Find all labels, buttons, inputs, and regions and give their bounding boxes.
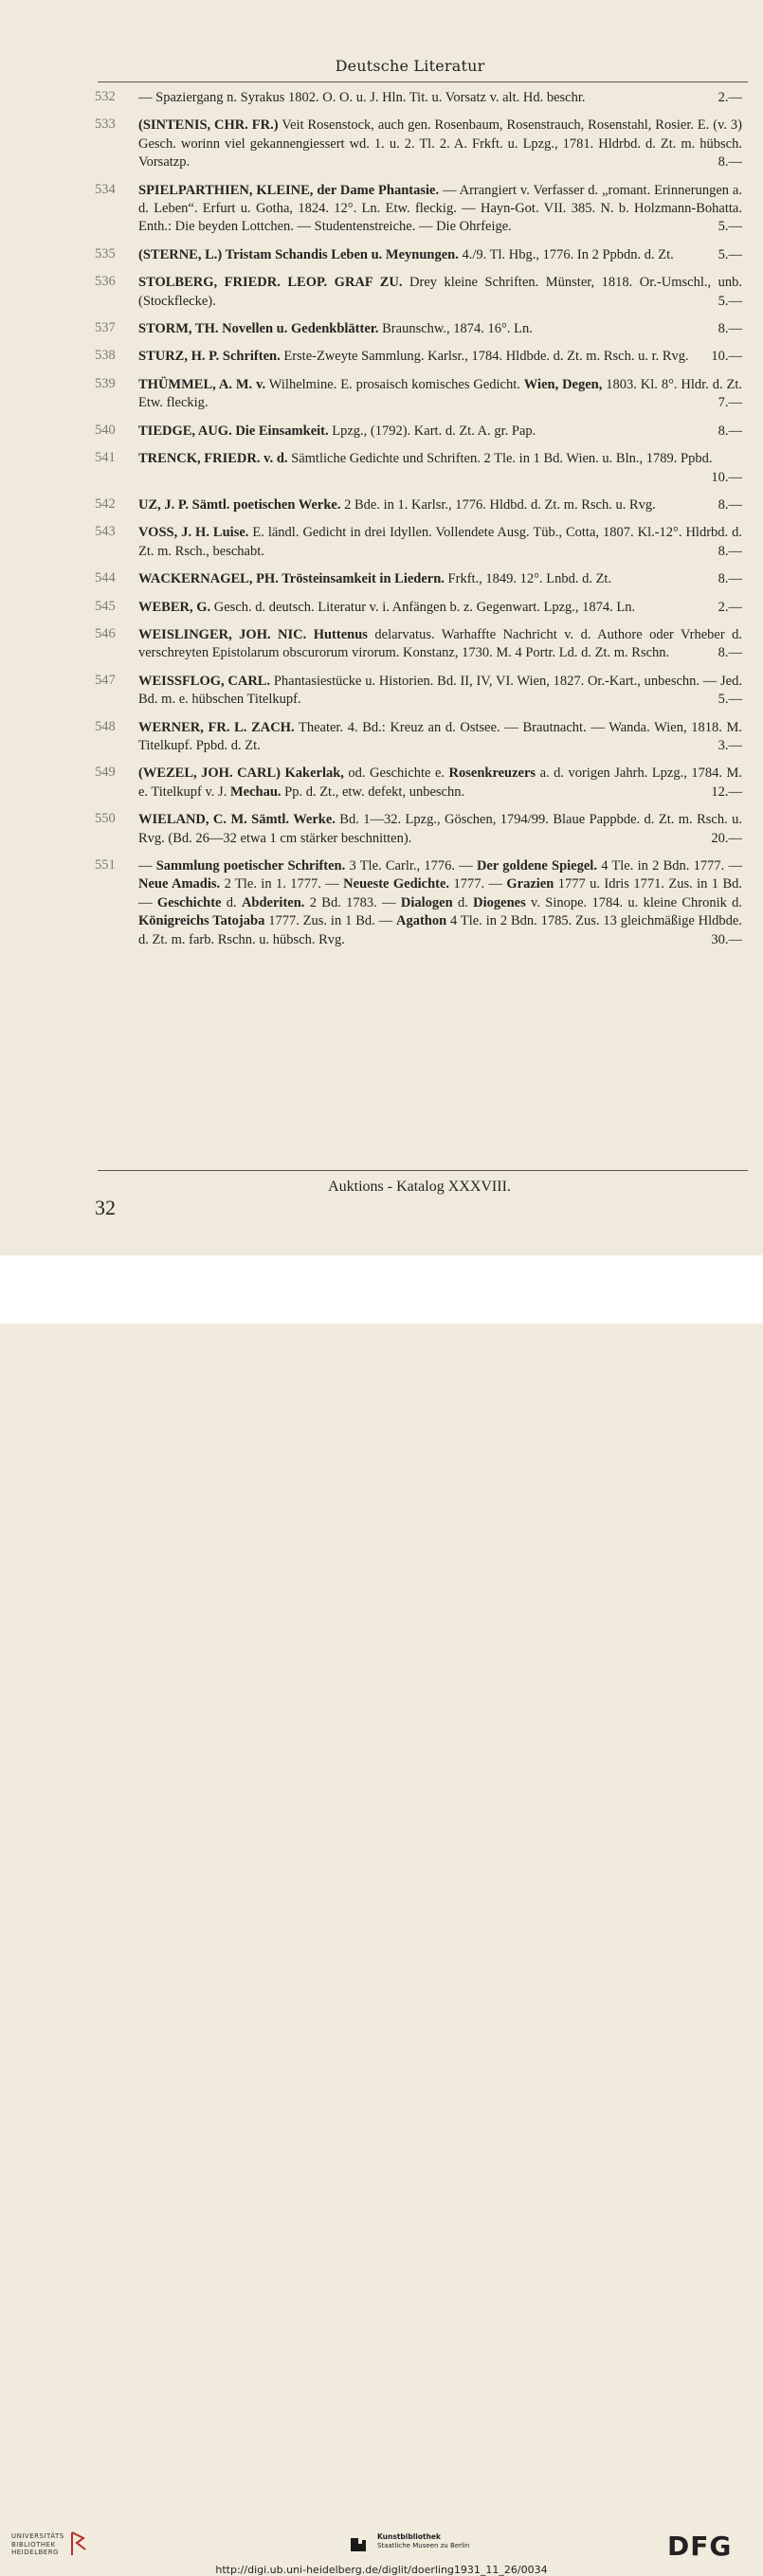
- entry-number: 539: [95, 375, 116, 391]
- entry-number: 533: [95, 117, 116, 133]
- entry-description: [138, 246, 742, 264]
- footer-rule: [98, 1170, 748, 1171]
- entry-text: Erste-Zweyte Sammlung. Karlsr., 1784. Hldbde. d. Zt. m. Rsch. u. r. Rvg.: [280, 349, 689, 365]
- entry-text: Theater. 4. Bd.: Kreuz an d. Ostsee. — Brautnacht. — Wanda. Wien, 1818. M. Titelkupf. Ppbd. d. Zt.: [138, 719, 743, 753]
- entry-text: Braunschw., 1874. 16°. Ln.: [378, 321, 533, 337]
- entry-price: 5.—: [718, 293, 742, 309]
- entry-bold-text: WIELAND, C. M. Sämtl. Werke.: [138, 812, 336, 828]
- entry-bold-text: TIEDGE, AUG. Die Einsamkeit.: [138, 423, 329, 439]
- entry-number: 549: [95, 765, 116, 781]
- entry-bold-text: WERNER, FR. L. ZACH.: [138, 719, 295, 735]
- entry-description: [138, 673, 742, 710]
- entry-price: 8.—: [718, 496, 742, 513]
- entry-text: 1777 u. Idris 1771. Zus. in 1 Bd. —: [138, 876, 742, 910]
- entry-text: Gesch. d. deutsch. Literatur v. i. Anfängen b. z. Gegenwart. Lpzg., 1874. Ln.: [210, 599, 636, 615]
- entry-bold-text: UZ, J. P. Sämtl. poetischen Werke.: [138, 496, 341, 513]
- entry-description: [138, 182, 742, 237]
- header-rule: [98, 81, 748, 82]
- entry-number: 547: [95, 672, 116, 688]
- entry-bold-text: Neue Amadis.: [138, 876, 221, 892]
- entry-description: [138, 811, 742, 848]
- entry-bold-text: STORM, TH. Novellen u. Gedenkblätter.: [138, 321, 379, 337]
- entry-price: 8.—: [718, 154, 742, 171]
- entry-text: d.: [221, 894, 242, 910]
- entry-text: 3 Tle. Carlr., 1776. —: [345, 858, 477, 874]
- catalog-entry: [0, 274, 763, 311]
- entry-description: [138, 857, 742, 949]
- catalog-entry: [0, 348, 763, 366]
- entry-description: [138, 320, 742, 338]
- entry-price: 7.—: [718, 395, 742, 411]
- entry-bold-text: Rosenkreuzers: [448, 766, 536, 782]
- entry-price: 30.—: [711, 931, 742, 947]
- catalog-entry: [0, 496, 763, 514]
- entry-text: 4 Tle. in 2 Bdn. 1777. —: [596, 858, 742, 874]
- entry-text: 1777. Zus. in 1 Bd. —: [264, 913, 396, 929]
- entry-price: 8.—: [718, 645, 742, 661]
- entry-price: 2.—: [718, 599, 742, 615]
- entry-number: 543: [95, 524, 116, 540]
- entry-text: — Arrangiert v. Verfasser d. „romant. Erinnerungen a. d. Leben“. Erfurt u. Gotha, 1824. 12°. Ln. Etw. fleckig. — Hayn-Got. VII. 385. N. b. Holzmann-Bohatta. Enth.: Die beyden Lottchen. — Studentenstreiche. — Die Ohrfeige.: [138, 182, 742, 235]
- kunstbibliothek-logo-icon: [349, 2534, 368, 2553]
- entry-text: Veit Rosenstock, auch gen. Rosenbaum, Rosenstrauch, Rosenstahl, Rosier. E. (v. 3) Gesch. worinn viel gekannengiessert wd. 1. u. 2. Tl. 2. A. Frkft. u. Lpzg., 1781. Hldrbd. d. Zt. m. hübsch. Vorsatzp.: [138, 117, 742, 171]
- entry-text: — Spaziergang n. Syrakus 1802. O. O. u. J. Hln. Tit. u. Vorsatz v. alt. Hd. beschr.: [138, 90, 586, 105]
- entry-bold-text: Sammlung poetischer Schriften.: [155, 858, 346, 874]
- catalog-entry: [0, 450, 763, 487]
- entry-text: v. Sinope. 1784. u. kleine Chronik d.: [525, 894, 743, 910]
- catalog-entry: [0, 599, 763, 617]
- catalog-footer: Auktions - Katalog XXXVIII.: [328, 1179, 511, 1195]
- entry-bold-text: WACKERNAGEL, PH. Trösteinsamkeit in Liedern.: [138, 571, 445, 587]
- kunstbibliothek-title: Kunstbibliothek: [377, 2532, 442, 2541]
- catalog-entry: [0, 89, 763, 107]
- entry-bold-text: STURZ, H. P. Schriften.: [138, 349, 281, 365]
- entry-description: [138, 117, 742, 171]
- catalog-page: [0, 0, 763, 1255]
- catalog-entry: [0, 765, 763, 802]
- kunstbibliothek-label: [377, 2532, 469, 2550]
- entry-price: 8.—: [718, 321, 742, 337]
- entry-text: 4 Tle. in 2 Bdn. 1785. Zus. 13 gleichmäßige Hldbde. d. Zt. m. farb. Rschn. u. hübsch. Rvg.: [138, 913, 742, 947]
- entry-number: 538: [95, 348, 116, 364]
- entry-text: Lpzg., (1792). Kart. d. Zt. A. gr. Pap.: [328, 423, 536, 439]
- entry-number: 545: [95, 598, 116, 614]
- entry-price: 8.—: [718, 423, 742, 439]
- university-logo-icon: [69, 2531, 88, 2557]
- entry-description: [138, 524, 742, 561]
- entry-bold-text: Königreichs Tatojaba: [138, 913, 265, 929]
- catalog-entry: [0, 811, 763, 848]
- catalog-entry: [0, 570, 763, 588]
- entry-description: [138, 274, 742, 311]
- entry-text: E. ländl. Gedicht in drei Idyllen. Vollendete Ausg. Tüb., Cotta, 1807. Kl.-12°. Hldrbd. d. Zt. m. Rsch., beschabt.: [138, 525, 743, 559]
- entry-bold-text: VOSS, J. H. Luise.: [138, 525, 249, 541]
- entry-text: Sämtliche Gedichte und Schriften. 2 Tle. in 1 Bd. Wien. u. Bln., 1789. Ppbd.: [287, 451, 713, 467]
- entry-text: 4./9. Tl. Hbg., 1776. In 2 Ppbdn. d. Zt.: [458, 246, 674, 262]
- entry-number: 544: [95, 570, 116, 586]
- university-line-2: BIBLIOTHEK: [11, 2540, 56, 2549]
- entry-bold-text: WEBER, G.: [138, 599, 211, 615]
- entry-number: 534: [95, 181, 116, 197]
- catalog-entry: [0, 673, 763, 710]
- catalog-entry: [0, 524, 763, 561]
- entry-bold-text: (SINTENIS, CHR. FR.): [138, 117, 279, 134]
- entry-number: 532: [95, 89, 116, 104]
- entry-bold-text: Neueste Gedichte.: [343, 876, 450, 892]
- entry-price: 12.—: [711, 784, 742, 800]
- catalog-entry: [0, 719, 763, 756]
- entry-description: [138, 423, 742, 441]
- entry-bold-text: WEISSFLOG, CARL.: [138, 673, 271, 689]
- entry-text: Bd. 1—32. Lpzg., Göschen, 1794/99. Blaue Pappbde. d. Zt. m. Rsch. u. Rvg. (Bd. 26—32 etwa 1 cm stärker beschnitten).: [138, 812, 742, 846]
- catalog-entry: [0, 320, 763, 338]
- entry-description: [138, 570, 742, 588]
- entry-bold-text: Geschichte: [156, 894, 222, 910]
- entry-bold-text: Mechau.: [229, 784, 282, 800]
- entry-number: 541: [95, 450, 116, 466]
- entry-text: 2 Bde. in 1. Karlsr., 1776. Hldbd. d. Zt. m. Rsch. u. Rvg.: [340, 496, 656, 513]
- entry-text: a. d. vorigen Jahrh. Lpzg., 1784. M. e. Titelkupf v. J.: [138, 766, 743, 800]
- entry-bold-text: SPIELPARTHIEN, KLEINE, der Dame Phantasie.: [138, 182, 440, 198]
- entry-text: Wilhelmine. E. prosaisch komisches Gedicht.: [265, 376, 524, 392]
- catalog-entry: [0, 376, 763, 413]
- entry-bold-text: WEISLINGER, JOH. NIC. Huttenus: [138, 626, 368, 642]
- entry-text: —: [138, 858, 156, 874]
- entry-text: 2 Bd. 1783. —: [304, 894, 401, 910]
- entry-bold-text: Abderiten.: [241, 894, 305, 910]
- entry-bold-text: Diogenes: [473, 894, 526, 910]
- entry-description: [138, 376, 742, 413]
- entry-bold-text: TRENCK, FRIEDR. v. d.: [138, 451, 288, 467]
- entry-price: 8.—: [718, 571, 742, 587]
- catalog-entry: [0, 246, 763, 264]
- entry-text: Pp. d. Zt., etw. defekt, unbeschn.: [281, 784, 465, 800]
- entry-price: 5.—: [718, 692, 742, 708]
- entry-number: 551: [95, 857, 116, 873]
- entry-bold-text: STOLBERG, FRIEDR. LEOP. GRAF ZU.: [138, 275, 403, 291]
- entry-text: 1803. Kl. 8°. Hldr. d. Zt. Etw. fleckig.: [138, 376, 742, 411]
- entry-description: [138, 626, 742, 663]
- entry-price: 5.—: [718, 246, 742, 262]
- entry-bold-text: (STERNE, L.) Tristam Schandis Leben u. Meynungen.: [138, 246, 459, 262]
- entry-text: Drey kleine Schriften. Münster, 1818. Or.-Umschl., unb. (Stockflecke).: [138, 275, 743, 309]
- entry-price: 5.—: [718, 219, 742, 235]
- entry-bold-text: Wien, Degen,: [523, 376, 603, 392]
- source-url-link[interactable]: http://digi.ub.uni-heidelberg.de/diglit/doerling1931_11_26/0034: [215, 2564, 548, 2576]
- entry-text: delarvatus. Warhaffte Nachricht v. d. Authore oder Vrheber d. verschreyten Epistolarum obscurorum virorum. Konstanz, 1730. M. 4 Portr. Ld. d. Zt. m. Rschn.: [138, 626, 743, 661]
- university-library-label: [11, 2532, 64, 2557]
- entry-bold-text: Grazien: [506, 876, 554, 892]
- entry-description: [138, 348, 742, 366]
- page-header: Deutsche Literatur: [335, 57, 485, 75]
- catalog-entry: [0, 626, 763, 663]
- entry-number: 542: [95, 495, 116, 512]
- entry-number: 548: [95, 718, 116, 734]
- entry-text: Frkft., 1849. 12°. Lnbd. d. Zt.: [444, 571, 612, 587]
- entry-description: [138, 89, 742, 107]
- entry-bold-text: Dialogen: [400, 894, 453, 910]
- entry-description: [138, 599, 742, 617]
- catalog-entry: [0, 117, 763, 171]
- entry-bold-text: (WEZEL, JOH. CARL) Kakerlak,: [138, 766, 344, 782]
- entry-number: 537: [95, 320, 116, 336]
- entry-price: 2.—: [718, 90, 742, 105]
- entry-price: 10.—: [711, 349, 742, 365]
- entry-bold-text: Der goldene Spiegel.: [476, 858, 597, 874]
- entry-text: d.: [452, 894, 474, 910]
- dfg-logo: DFG: [667, 2531, 733, 2562]
- entry-list: [0, 89, 763, 959]
- catalog-entry: [0, 182, 763, 237]
- entry-price: 3.—: [718, 737, 742, 753]
- entry-text: 1777. —: [449, 876, 507, 892]
- catalog-entry: [0, 857, 763, 949]
- entry-text: od. Geschichte e.: [343, 766, 449, 782]
- entry-text: Phantasiestücke u. Historien. Bd. II, IV, VI. Wien, 1827. Or.-Kart., unbeschn. — Jed. Bd. m. e. hübschen Titelkupf.: [138, 673, 742, 708]
- entry-number: 535: [95, 245, 116, 261]
- entry-description: [138, 719, 742, 756]
- entry-price: 8.—: [718, 543, 742, 559]
- entry-description: [138, 765, 742, 802]
- entry-number: 546: [95, 625, 116, 641]
- entry-text: 2 Tle. in 1. 1777. —: [220, 876, 344, 892]
- entry-price: 20.—: [711, 830, 742, 846]
- entry-description: [138, 450, 742, 487]
- university-line-3: HEIDELBERG: [11, 2549, 59, 2556]
- university-line-1: UNIVERSITÄTS: [11, 2532, 64, 2540]
- entry-description: [138, 496, 742, 514]
- entry-number: 550: [95, 811, 116, 827]
- entry-bold-text: THÜMMEL, A. M. v.: [138, 376, 266, 392]
- digitization-bar: [0, 1255, 763, 2576]
- page-number: 32: [95, 1196, 116, 1219]
- entry-price: 10.—: [711, 469, 742, 485]
- catalog-entry: [0, 423, 763, 441]
- kunstbibliothek-subtitle: Staatliche Museen zu Berlin: [377, 2542, 470, 2549]
- entry-number: 536: [95, 274, 116, 290]
- entry-bold-text: Agathon: [395, 913, 447, 929]
- entry-number: 540: [95, 422, 116, 438]
